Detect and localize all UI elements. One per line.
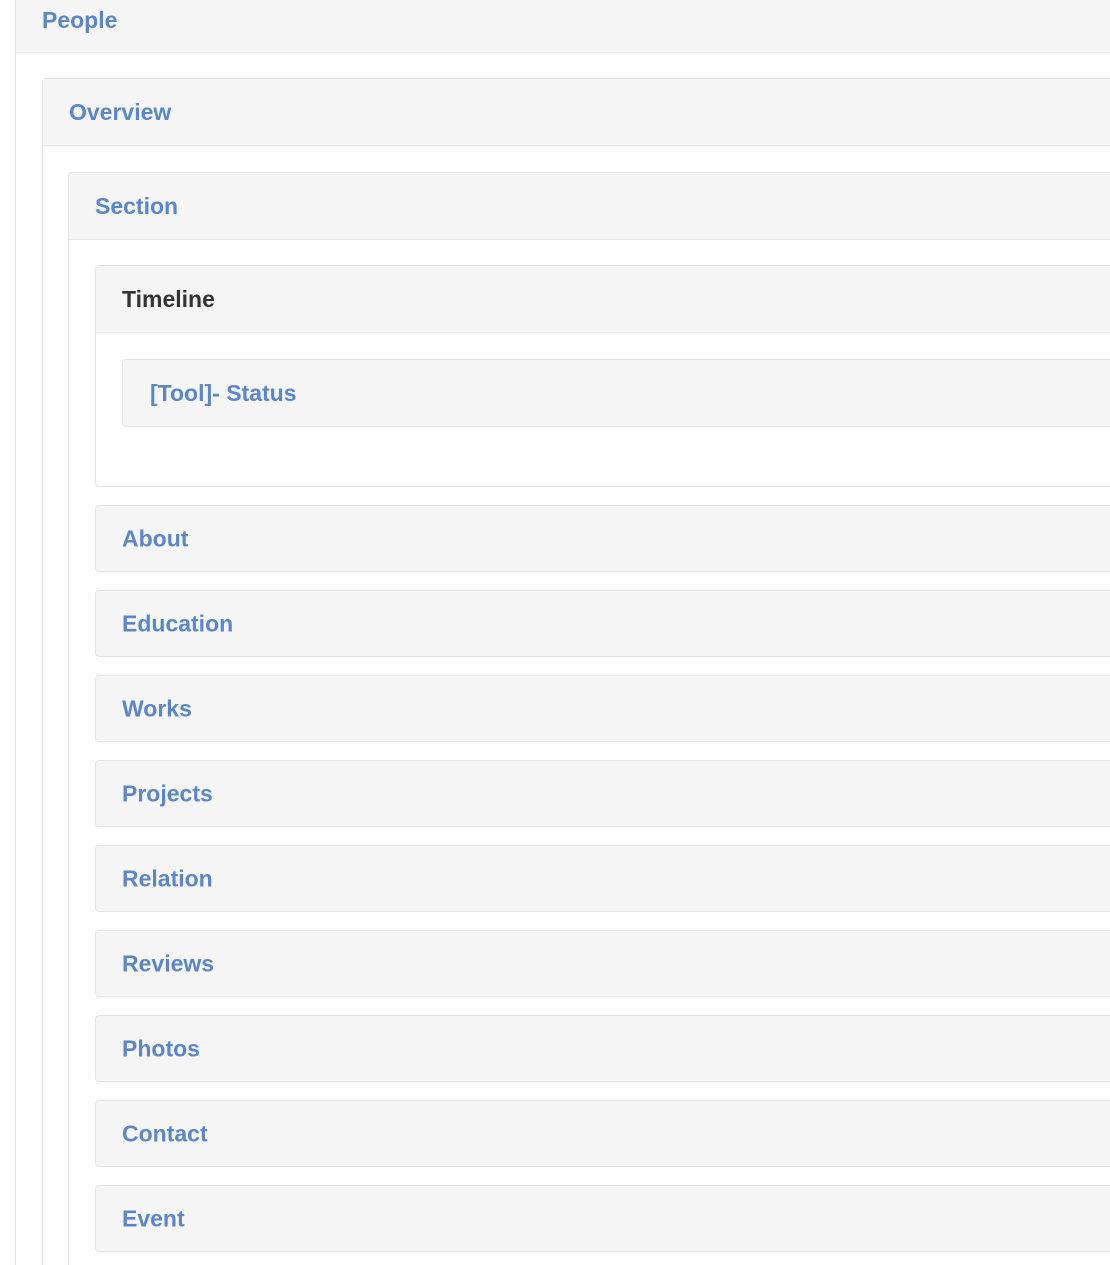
section-contact-label: Contact (122, 1120, 208, 1146)
section-contact[interactable] (95, 1100, 1110, 1167)
section-works[interactable] (95, 675, 1110, 742)
section-reviews-label: Reviews (122, 950, 215, 976)
section-panel-header (69, 173, 1110, 240)
section-projects-label: Projects (122, 780, 213, 806)
section-education[interactable] (95, 590, 1110, 657)
overview-panel-header (43, 79, 1110, 146)
overview-panel-title[interactable]: Overview (69, 99, 172, 125)
timeline-panel (95, 265, 1110, 487)
timeline-panel-header (96, 266, 1110, 333)
section-projects[interactable] (95, 760, 1110, 827)
people-panel-header (16, 0, 1110, 53)
section-photos-label: Photos (122, 1035, 200, 1061)
section-photos[interactable] (95, 1015, 1110, 1082)
section-event[interactable] (95, 1185, 1110, 1252)
timeline-item-label[interactable]: [Tool]- Status (150, 380, 297, 406)
timeline-item[interactable] (122, 359, 1110, 427)
timeline-panel-title[interactable]: Timeline (122, 286, 215, 312)
people-panel-title[interactable]: People (42, 7, 118, 33)
section-event-label: Event (122, 1205, 185, 1231)
section-reviews[interactable] (95, 930, 1110, 997)
section-education-label: Education (122, 610, 234, 636)
section-works-label: Works (122, 695, 192, 721)
section-relation-label: Relation (122, 865, 213, 891)
section-relation[interactable] (95, 845, 1110, 912)
section-about[interactable] (95, 505, 1110, 572)
section-panel-title[interactable]: Section (95, 193, 179, 219)
section-about-label: About (122, 525, 189, 551)
